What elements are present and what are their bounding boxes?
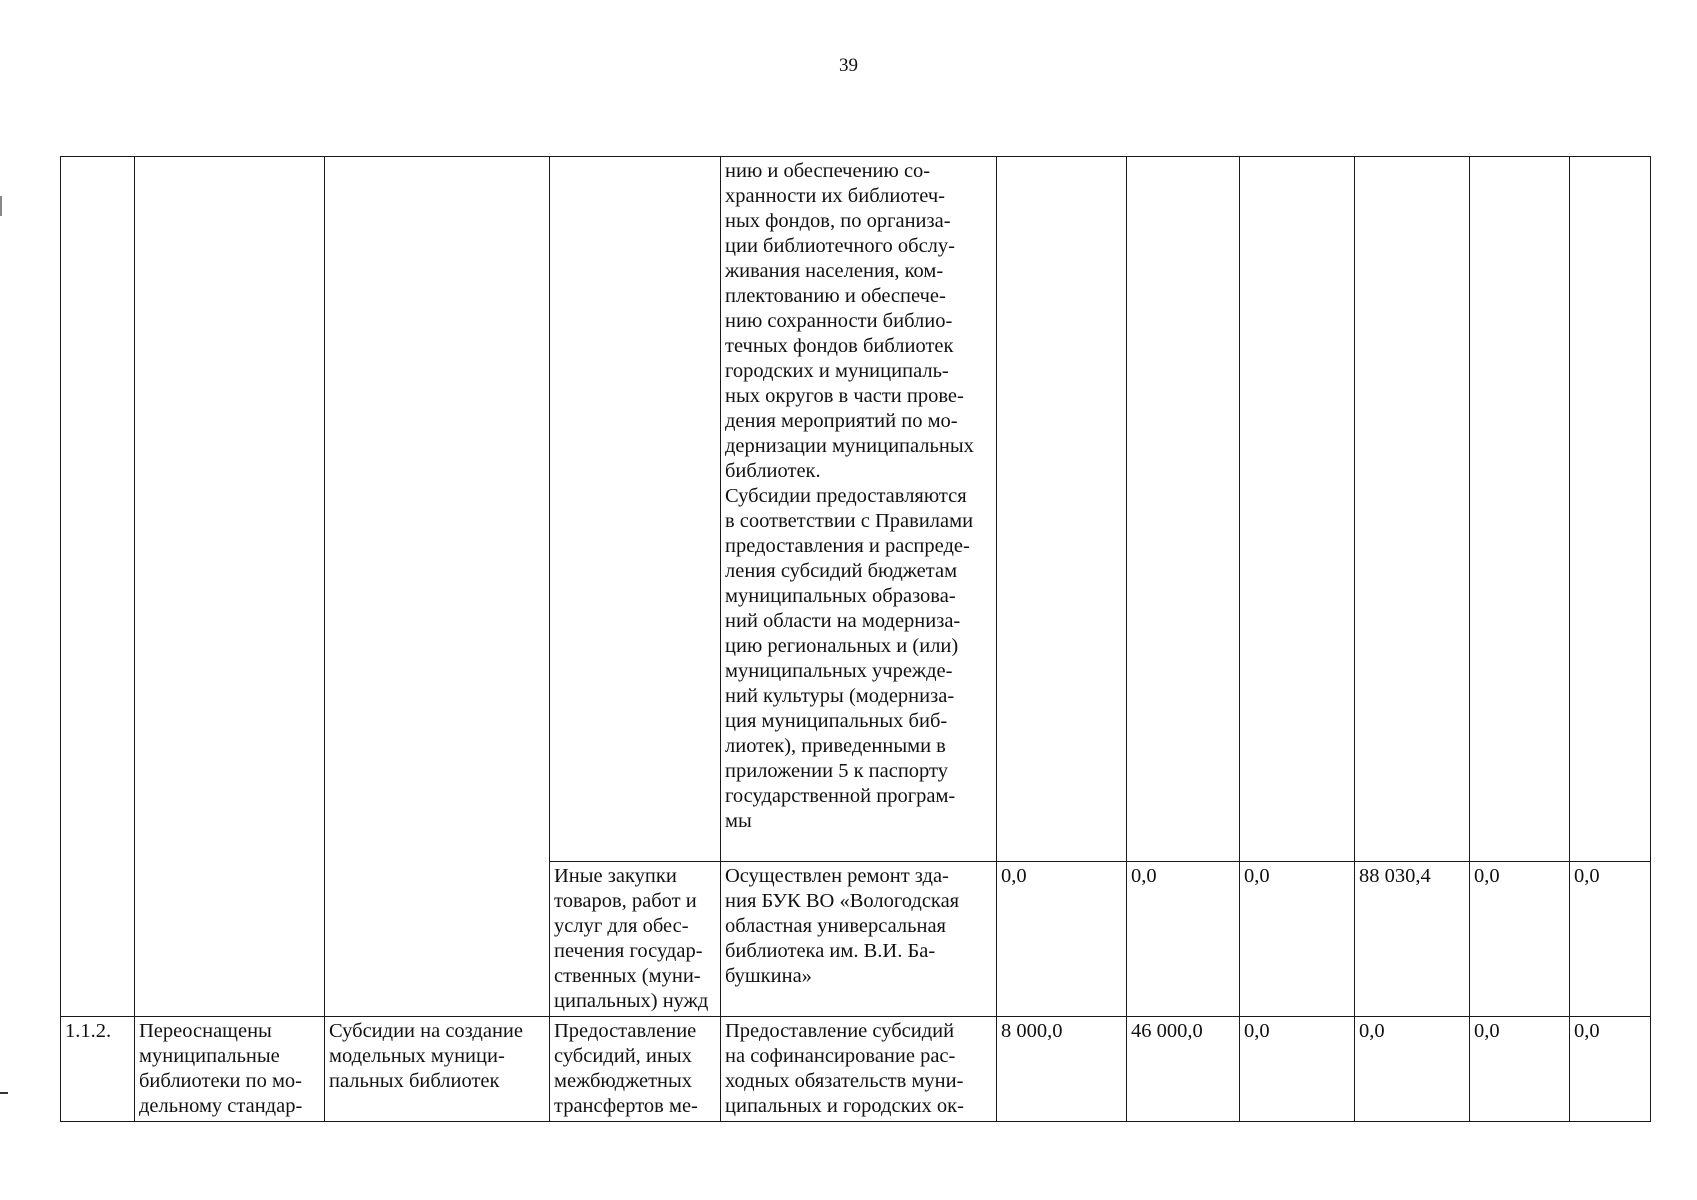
text-line: плектованию и обеспече- xyxy=(725,285,946,307)
text-line: модельных муници- xyxy=(329,1045,505,1067)
text-line: ния БУК ВО «Вологодская xyxy=(725,890,960,912)
text-line: мы xyxy=(725,810,752,832)
text-line: субсидий, иных xyxy=(554,1045,692,1067)
expense-type-cell xyxy=(550,1017,721,1122)
text-line: дельному стандар- xyxy=(139,1095,303,1117)
expense-type-cell xyxy=(550,157,721,862)
description-cell xyxy=(721,1017,997,1122)
text-line: ний области на модерниза- xyxy=(725,610,961,632)
text-line: Переоснащены xyxy=(139,1020,272,1042)
table-row xyxy=(61,1017,1651,1122)
text-line: муниципальных образова- xyxy=(725,585,956,607)
row-number-cell: 1.1.2. xyxy=(61,1017,135,1122)
text-line: ции библиотечного обслу- xyxy=(725,235,955,257)
text-line: товаров, работ и xyxy=(554,890,697,912)
scan-mark xyxy=(0,1092,8,1094)
text-line: городских и муниципаль- xyxy=(725,360,949,382)
value-cell: 0,0 xyxy=(1570,862,1651,1017)
value-cell xyxy=(997,157,1127,862)
text-line: областная универсальная xyxy=(725,915,946,937)
text-line: муниципальные xyxy=(139,1045,280,1067)
text-line: ция муниципальных биб- xyxy=(725,710,948,732)
scan-mark xyxy=(0,196,2,216)
text-line: предоставления и распреде- xyxy=(725,535,970,557)
text-line: нию и обеспечению со- xyxy=(725,160,931,182)
text-line: пальных библиотек xyxy=(329,1070,500,1092)
text-line: ственных (муни- xyxy=(554,965,701,987)
page-number: 39 xyxy=(839,55,858,76)
value-cell xyxy=(1470,157,1570,862)
text-line: библиотек. xyxy=(725,460,821,482)
row-number-cell xyxy=(61,157,135,1017)
text-line: бушкина» xyxy=(725,965,812,987)
text-line: дернизации муниципальных xyxy=(725,435,974,457)
value-cell xyxy=(1570,157,1651,862)
description-cell xyxy=(721,157,997,862)
value-cell: 0,0 xyxy=(1240,1017,1355,1122)
expense-type-cell xyxy=(550,862,721,1017)
value-cell: 0,0 xyxy=(1127,862,1240,1017)
text-line: муниципальных учрежде- xyxy=(725,660,953,682)
text-line: цию региональных и (или) xyxy=(725,635,959,657)
text-line: ных округов в части прове- xyxy=(725,385,964,407)
value-cell xyxy=(1355,157,1470,862)
value-cell: 0,0 xyxy=(1470,1017,1570,1122)
result-cell xyxy=(135,1017,325,1122)
text-line: живания населения, ком- xyxy=(725,260,944,282)
text-line: Предоставление субсидий xyxy=(725,1020,955,1042)
text-line: Предоставление xyxy=(554,1020,697,1042)
value-cell: 0,0 xyxy=(1355,1017,1470,1122)
text-line: ления субсидий бюджетам xyxy=(725,560,958,582)
value-cell: 0,0 xyxy=(1570,1017,1651,1122)
text-line: межбюджетных xyxy=(554,1070,693,1092)
value-cell: 0,0 xyxy=(1240,862,1355,1017)
text-line: услуг для обес- xyxy=(554,915,689,937)
value-cell: 8 000,0 xyxy=(997,1017,1127,1122)
result-cell xyxy=(135,157,325,1017)
text-line: трансфертов ме- xyxy=(554,1095,698,1117)
text-line: лиотек), приведенными в xyxy=(725,735,946,757)
text-line: ных фондов, по организа- xyxy=(725,210,951,232)
text-line: Иные закупки xyxy=(554,865,677,887)
text-line: в соответствии с Правилами xyxy=(725,510,974,532)
value-cell: 0,0 xyxy=(1470,862,1570,1017)
budget-table xyxy=(60,156,1651,1122)
text-line: на софинансирование рас- xyxy=(725,1045,956,1067)
text-line: печения государ- xyxy=(554,940,703,962)
measure-cell xyxy=(325,157,550,1017)
text-line: государственной програм- xyxy=(725,785,956,807)
value-cell: 0,0 xyxy=(997,862,1127,1017)
text-line: библиотека им. В.И. Ба- xyxy=(725,940,936,962)
value-cell xyxy=(1127,157,1240,862)
text-line: течных фондов библиотек xyxy=(725,335,954,357)
value-cell: 88 030,4 xyxy=(1355,862,1470,1017)
table-row xyxy=(61,157,1651,862)
text-line: библиотеки по мо- xyxy=(139,1070,303,1092)
text-line: ний культуры (модерниза- xyxy=(725,685,955,707)
text-line: Осуществлен ремонт зда- xyxy=(725,865,949,887)
text-line: приложении 5 к паспорту xyxy=(725,760,948,782)
measure-cell xyxy=(325,1017,550,1122)
text-line: Субсидии предоставляются xyxy=(725,485,967,507)
value-cell: 46 000,0 xyxy=(1127,1017,1240,1122)
text-line: нию сохранности библио- xyxy=(725,310,953,332)
description-cell xyxy=(721,862,997,1017)
text-line: ходных обязательств муни- xyxy=(725,1070,964,1092)
text-line: Субсидии на создание xyxy=(329,1020,523,1042)
text-line: ципальных и городских ок- xyxy=(725,1095,964,1117)
text-line: хранности их библиотеч- xyxy=(725,185,945,207)
value-cell xyxy=(1240,157,1355,862)
text-line: дения мероприятий по мо- xyxy=(725,410,958,432)
text-line: ципальных) нужд xyxy=(554,990,709,1012)
